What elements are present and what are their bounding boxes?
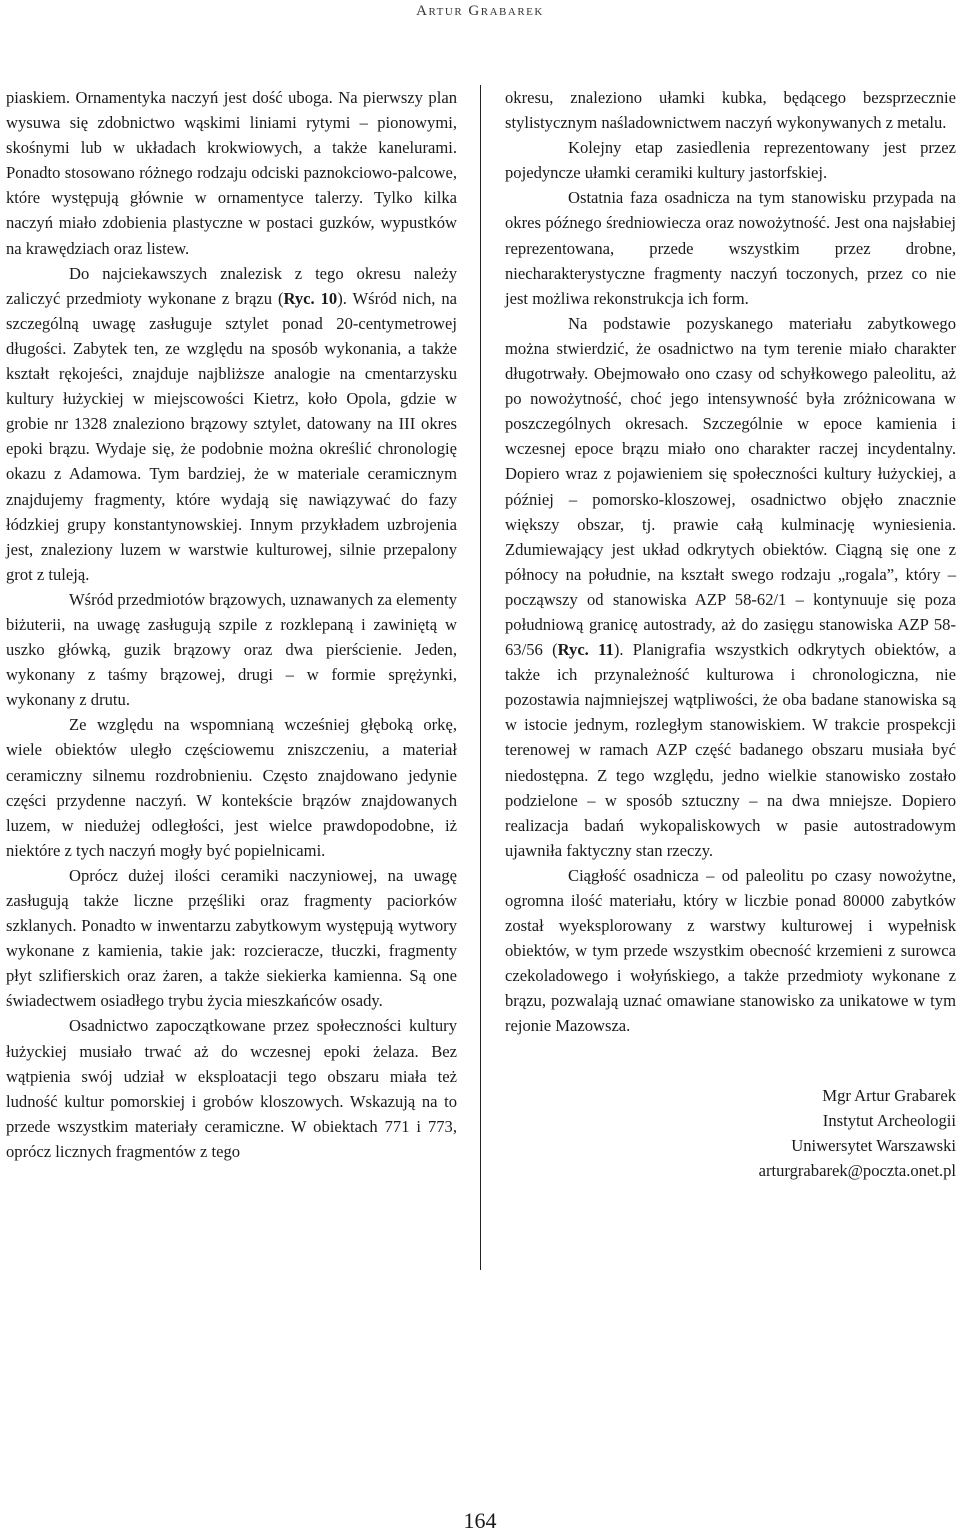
paragraph: Kolejny etap zasiedlenia reprezentowany jest przez pojedyncze ułamki ceramiki kultury jastorfskiej.	[505, 138, 956, 183]
figure-reference: Ryc. 10	[283, 288, 338, 308]
left-column	[6, 85, 457, 1164]
right-column	[505, 85, 956, 1183]
paragraph: Ze względu na wspomnianą wcześniej głęboką orkę, wiele obiektów uległo częściowemu zniszczeniu, a materiał ceramiczny silnemu rozdrobnieniu. Często znajdowano jedynie części przydenne naczyń. W kontekście brązów znajdowanych luzem, w niedużej odległości, jest wielce prawdopodobne, iż niektóre z tych naczyń mogły być popielnicami.	[6, 715, 457, 860]
author-block	[505, 1083, 956, 1183]
paragraph: Osadnictwo zapoczątkowane przez społeczności kultury łużyckiej musiało trwać aż do wczesnej epoki żelaza. Bez wątpienia swój udział w eksploatacji tego obszaru miała też ludność kultur pomorskiej i grobów kloszowych. Wskazują na to przede wszystkim materiały ceramiczne. W obiektach 771 i 773, oprócz licznych fragmentów z tego	[6, 1016, 457, 1161]
author-email[interactable]: arturgrabarek@poczta.onet.pl	[758, 1160, 956, 1180]
paragraph: Ciągłość osadnicza – od paleolitu po czasy nowożytne, ogromna ilość materiału, który w liczbie ponad 80000 zabytków został wyeksplorowany z warstwy kulturowej i wypełnisk obiektów, w tym przede wszystkim obecność krzemieni z surowca czekoladowego i wołyńskiego, a także przedmioty wykonane z brązu, pozwalają uznać omawiane stanowisko za unikatowe w tym rejonie Mazowsza.	[505, 865, 956, 1036]
paragraph: okresu, znaleziono ułamki kubka, będącego bezsprzecznie stylistycznym naśladownictwem naczyń wykonywanych z metalu.	[505, 88, 956, 133]
paragraph: Na podstawie pozyskanego materiału zabytkowego można stwierdzić, że osadnictwo na tym terenie miało charakter długotrwały. Obejmowało ono czasy od schyłkowego paleolitu, aż po nowożytność, choć jego intensywność była zróżnicowana w poszczególnych okresach. Szczególnie w epoce kamienia i wczesnej epoce brązu miało ono charakter raczej incydentalny. Dopiero wraz z pojawieniem się społeczności kultury łużyckiej, a później – pomorsko-kloszowej, osadnictwo objęło znacznie większy obszar, tj. prawie całą kulminację wyniesienia. Zdumiewający jest układ odkrytych obiektów. Ciągną się one z północy na południe, na kształt swego rodzaju „rogala”, który – począwszy od stanowiska AZP 58-62/1 – kontynuuje się poza południową granicę autostrady, aż do zasięgu stanowiska AZP 58-63/56 (Ryc. 11). Planigrafia wszystkich odkrytych obiektów, a także ich przynależność kulturowa i chronologiczna, nie pozostawia najmniejszej wątpliwości, że oba badane stanowiska są w istocie jednym, rozległym stanowiskiem. W trakcie prospekcji terenowej w ramach AZP część badanego obszaru musiała być niedostępna. Z tego względu, jedno wielkie stanowisko zostało podzielone – w sposób sztuczny – na dwa mniejsze. Dopiero realizacja badań wykopaliskowych w pasie autostradowym ujawniła faktyczny stan rzeczy.	[505, 313, 956, 860]
paragraph: Do najciekawszych znalezisk z tego okresu należy zaliczyć przedmioty wykonane z brązu (Ryc. 10). Wśród nich, na szczególną uwagę zasługuje sztylet ponad 20-centymetrowej długości. Zabytek ten, ze względu na sposób wykonania, a także kształt rękojeści, znajduje najbliższe analogie na cmentarzysku kultury łużyckiej w miejscowości Kietrz, koło Opola, gdzie w grobie nr 1328 znaleziono brązowy sztylet, datowany na III okres epoki brązu. Wydaje się, że podobnie można określić chronologię okazu z Adamowa. Tym bardziej, że w materiale ceramicznym znajdujemy fragmenty, które wydają się nawiązywać do fazy łódzkiej grupy konstantynowskiej. Innym przykładem uzbrojenia jest, znaleziony luzem w warstwie kulturowej, silnie przepalony grot z tuleją.	[6, 263, 457, 584]
paragraph: Ostatnia faza osadnicza na tym stanowisku przypada na okres późnego średniowiecza oraz nowożytność. Jest ona najsłabiej reprezentowana, przede wszystkim przez drobne, niecharakterystyczne fragmenty naczyń toczonych, przez co nie jest możliwa rekonstrukcja ich form.	[505, 188, 956, 308]
running-head: Artur Grabarek	[416, 3, 544, 19]
page-number: 164	[463, 1508, 497, 1533]
paragraph: piaskiem. Ornamentyka naczyń jest dość uboga. Na pierwszy plan wysuwa się zdobnictwo wąskimi liniami rytymi – pionowymi, skośnymi lub w układach krokwiowych, a także kanelurami. Ponadto stosowano różnego rodzaju odciski paznokciowo-palcowe, które występują głównie w ornamentyce talerzy. Tylko kilka naczyń miało zdobienia plastyczne w postaci guzków, wypustków na krawędziach oraz listew.	[6, 88, 457, 258]
paragraph: Wśród przedmiotów brązowych, uznawanych za elementy biżuterii, na uwagę zasługują szpile z rozklepaną i zawiniętą w uszko główką, guzik brązowy oraz dwa pierścienie. Jeden, wykonany z taśmy brązowej, drugi – w formie sprężynki, wykonany z drutu.	[6, 589, 457, 710]
paragraph: Oprócz dużej ilości ceramiki naczyniowej, na uwagę zasługują także liczne przęśliki oraz fragmenty paciorków szklanych. Ponadto w inwentarzu zabytkowym występują wytwory wykonane z kamienia, takie jak: rozcieracze, tłuczki, fragmenty płyt szlifierskich oraz żaren, a także siekierka kamienna. Są one świadectwem osiadłego trybu życia mieszkańców osady.	[6, 865, 457, 1011]
author-name: Mgr Artur Grabarek	[822, 1085, 956, 1105]
figure-reference: Ryc. 11	[557, 640, 614, 660]
column-divider	[480, 85, 481, 1270]
author-institute: Instytut Archeologii	[822, 1110, 956, 1130]
author-university: Uniwersytet Warszawski	[791, 1135, 956, 1155]
